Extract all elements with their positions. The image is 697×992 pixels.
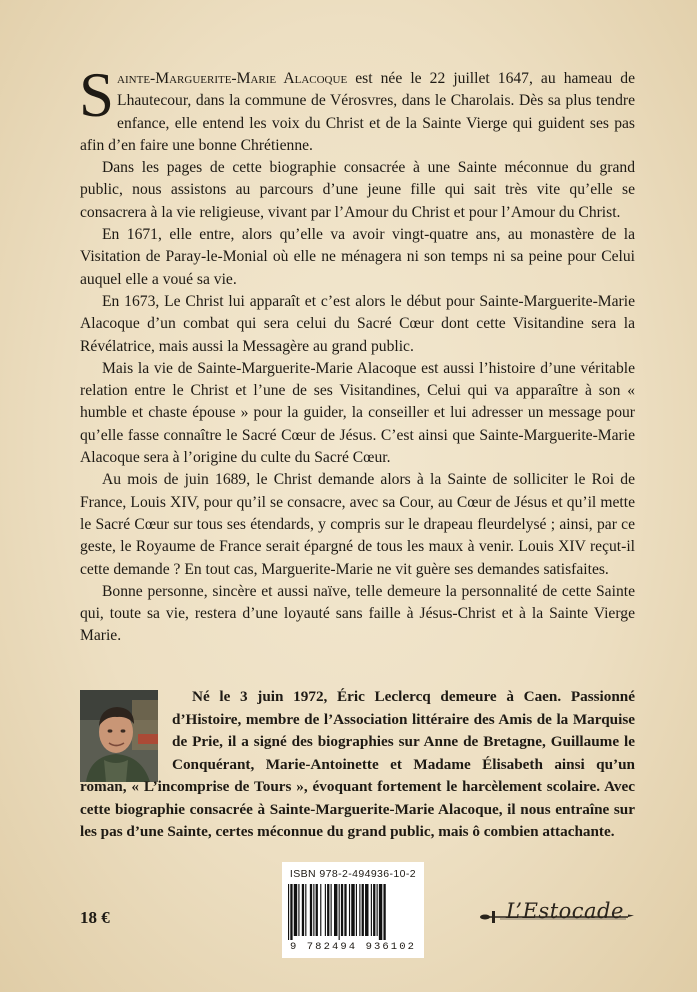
author-bio [80, 686, 635, 844]
drop-cap: S [79, 60, 115, 130]
price: 18 € [80, 908, 110, 927]
summary-paragraph-2: Dans les pages de cette biographie consacrée à une Sainte méconnue du grand public, nous assistons au parcours d’une jeune fille qui sait très vite qu’elle se consacrera à la vie religieuse, vivant par l’Amour du Christ et pour l’Amour du Christ. [80, 159, 635, 221]
publisher-logo [476, 895, 636, 939]
summary-paragraph-7: Bonne personne, sincère et aussi naïve, telle demeure la personnalité de cette Sainte qui, toute sa vie, restera d’une loyauté sans faille à Jésus-Christ et à la Sainte Vierge Marie. [80, 582, 635, 645]
barcode-bars [286, 884, 420, 940]
publisher-name: L’Estocade [506, 899, 624, 923]
summary-paragraph-5: Mais la vie de Sainte-Marguerite-Marie Alacoque est aussi l’histoire d’une véritable relation entre le Christ et l’une de ses Visitandines, Celui qui va apparaître à son « humble et chaste épouse » pour la guider, la conseiller et lui adresser un message pour qu’elle fasse connaître le Sacré Cœur de Jésus. C’est ainsi que Sainte-Marguerite-Marie Alacoque sera à l’origine du culte du Sacré Cœur. [80, 359, 635, 467]
saint-name: ainte-Marguerite-Marie Alacoque [117, 70, 348, 87]
paragraph-1-text: est née le 22 juillet 1647, au hameau de Lhautecour, dans la commune de Vérosvres, dans le Charolais. Dès sa plus tendre enfance, elle entend les voix du Christ et de la Sainte Vierge qui guident ses pas afin d’en faire une bonne Chrétienne. [80, 70, 635, 154]
isbn-number: ISBN 978-2-494936-10-2 [289, 868, 417, 880]
summary-paragraph-3: En 1671, elle entre, alors qu’elle va avoir vingt-quatre ans, au monastère de la Visitation de Paray-le-Monial où elle ne ménagera ni son temps ni sa peine pour Celui auquel elle a voué sa vie. [80, 226, 635, 288]
barcode-digits: 9 782494 936102 [289, 941, 416, 953]
author-bio-text: Né le 3 juin 1972, Éric Leclercq demeure à Caen. Passionné d’Histoire, membre de l’Association littéraire des Amis de la Marquise de Prie, il a signé des biographies sur Anne de Bretagne, Guillaume le Conquérant, Marie-Antoinette et Madame Élisabeth ainsi qu’un roman, « L’incomprise de Tours », évoquant fortement le harcèlement scolaire. Avec cette biographie consacrée à Sainte-Marguerite-Marie Alacoque, il nous entraîne sur les pas d’une Sainte, certes méconnue du grand public, mais ô combien attachante. [80, 688, 635, 840]
isbn-barcode [282, 862, 424, 958]
summary-paragraph-6: Au mois de juin 1689, le Christ demande alors à la Sainte de solliciter le Roi de France, Louis XIV, pour qu’il se consacre, avec sa Cour, au Cœur de Jésus et qu’il mette le Sacré Cœur sur tous ses étendards, y compris sur le drapeau fleurdelysé ; ainsi, par ce geste, le Royaume de France serait épargné de tous les maux à venir. Louis XIV reçut-il cette demande ? En tout cas, Marguerite-Marie ne vit guère ses demandes satisfaites. [80, 471, 635, 578]
summary-paragraph-1 [79, 60, 635, 157]
summary-paragraph-4: En 1673, Le Christ lui apparaît et c’est alors le début pour Sainte-Marguerite-Marie Alacoque d’un combat qui sera celui du Sacré Cœur dont cette Visitandine sera la Révélatrice, mais aussi la Messagère au grand public. [80, 292, 635, 355]
summary-text [79, 60, 635, 648]
